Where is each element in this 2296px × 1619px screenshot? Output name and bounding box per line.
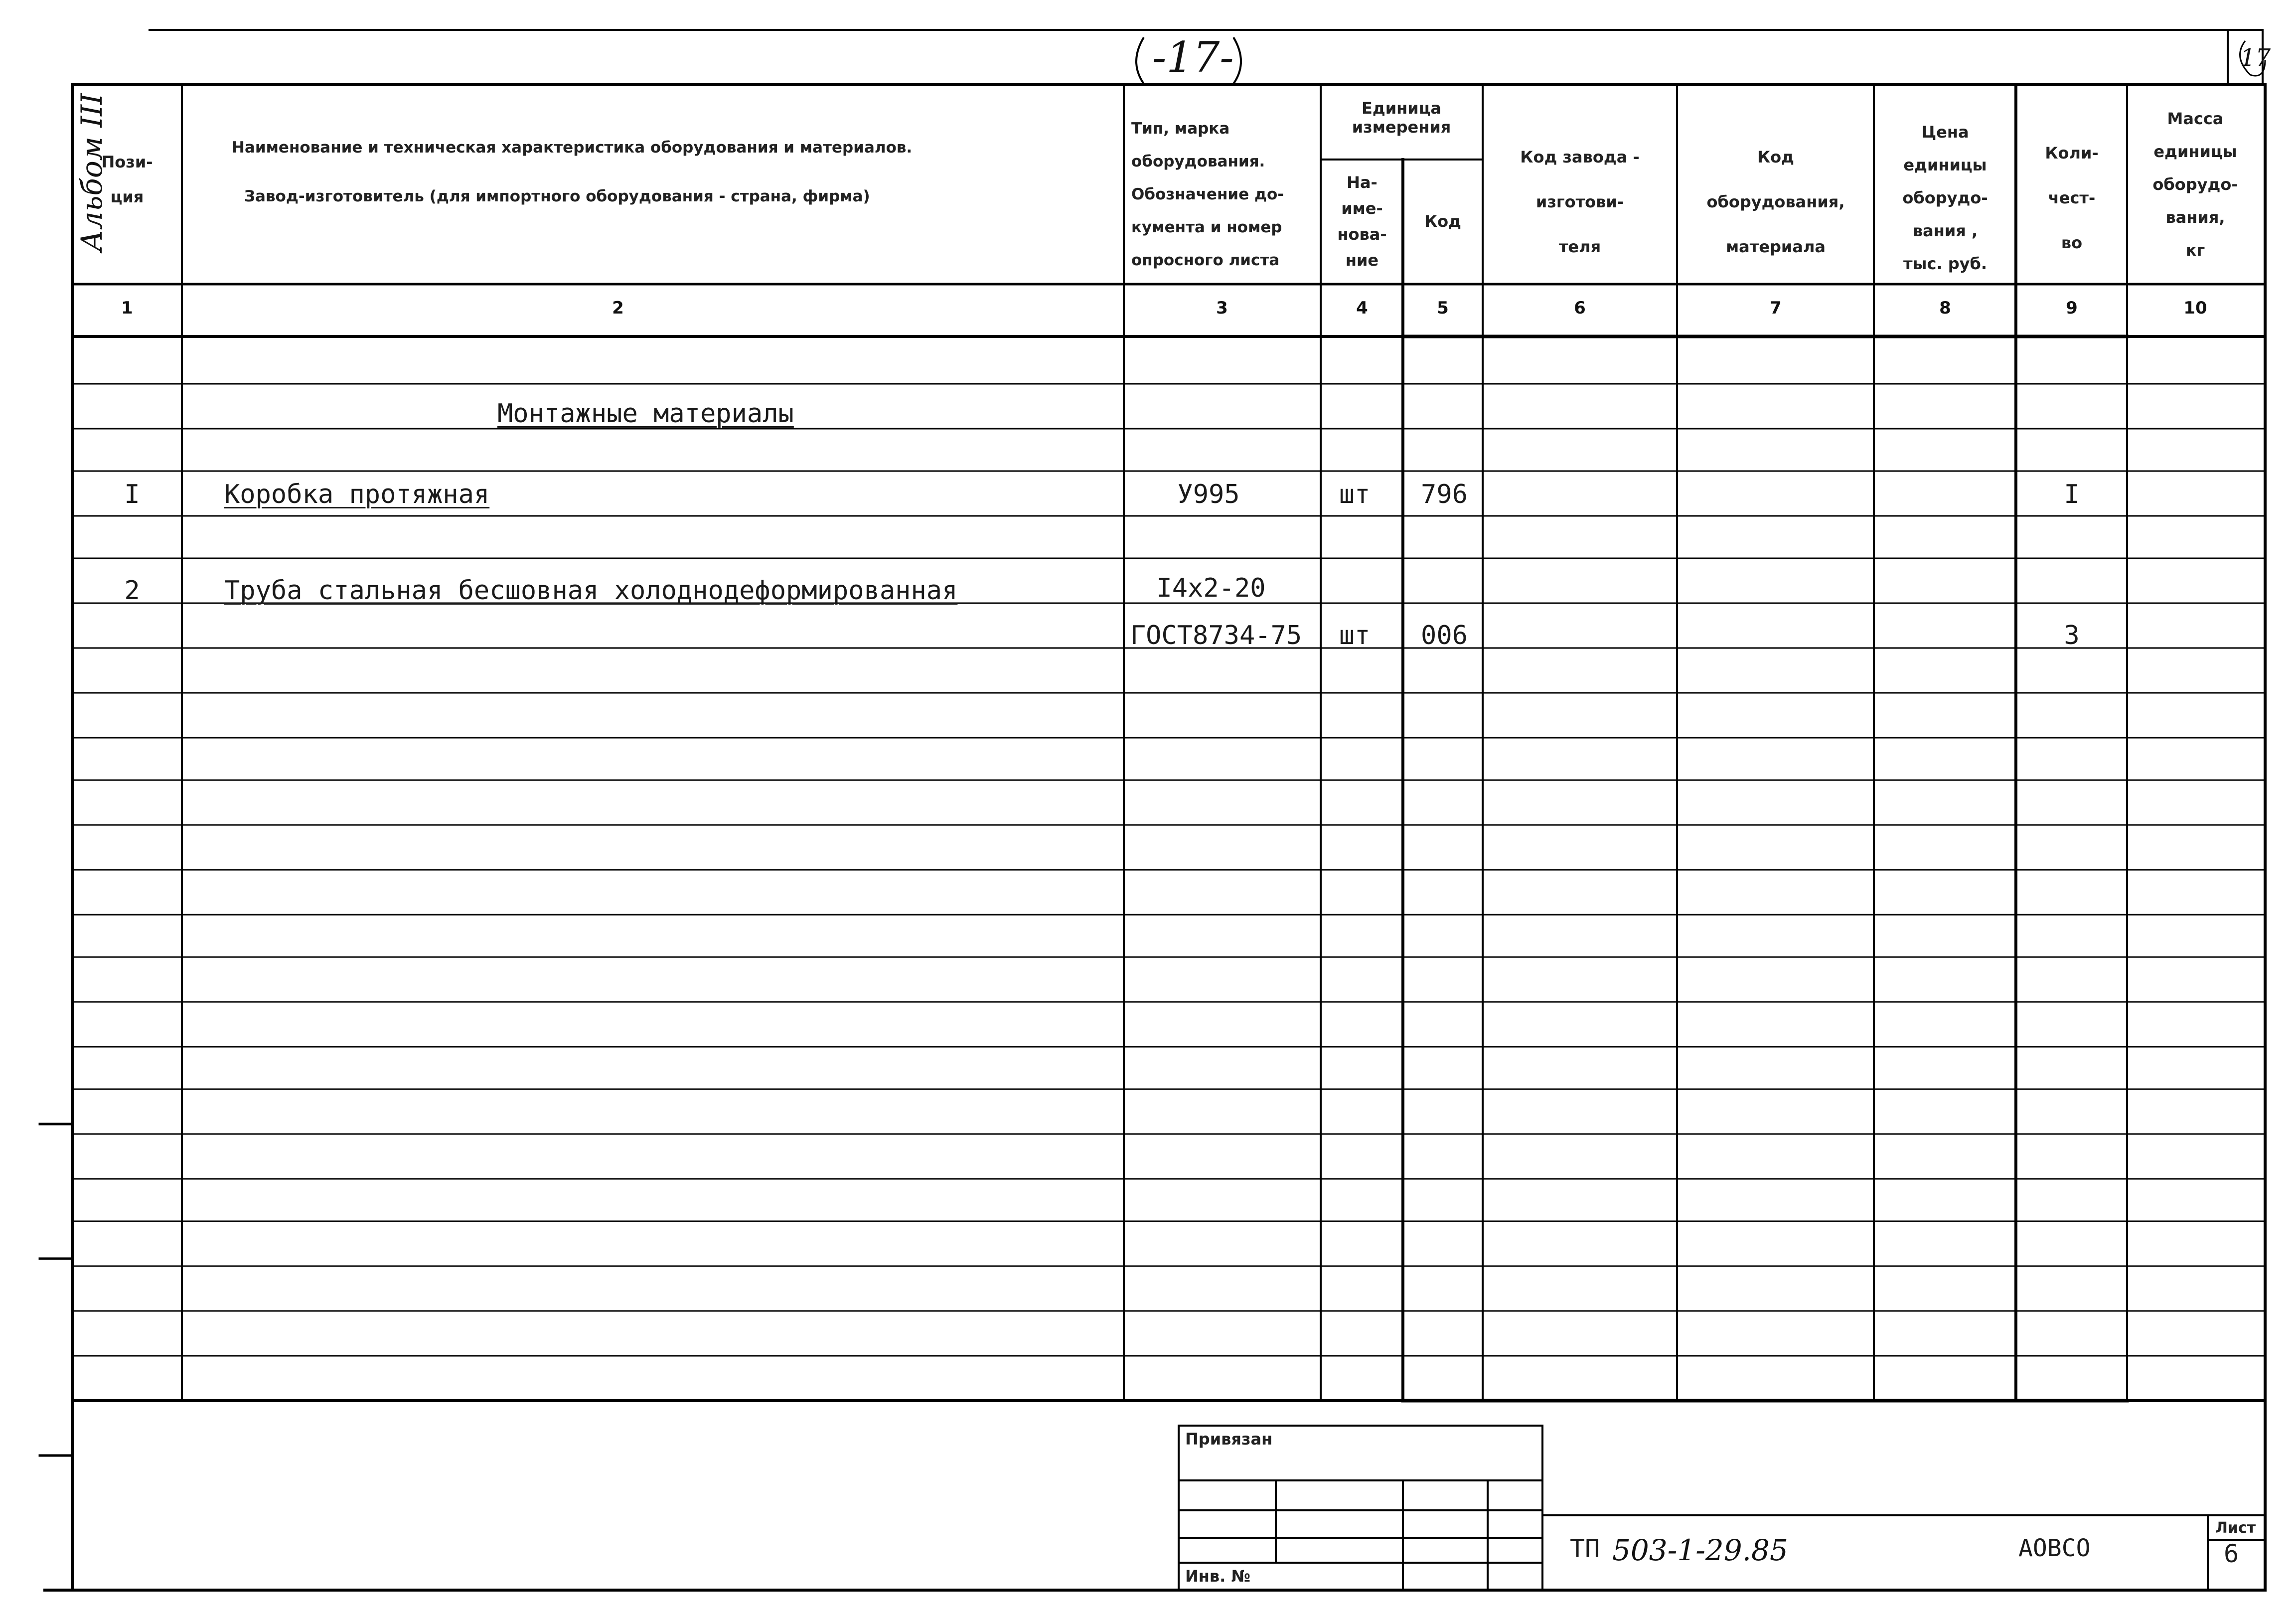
column-number: 8 <box>1939 298 1951 318</box>
album-side-label: Альбом III <box>75 93 109 252</box>
column-number: 4 <box>1356 298 1368 318</box>
row-1-unit: шт <box>1339 480 1371 509</box>
header-factory-code: Код завода - изготови- теля <box>1520 148 1640 256</box>
header-price: Цена единицы оборудо- вания , тыс. руб. <box>1902 123 1988 273</box>
row-2-code: 006 <box>1421 621 1468 650</box>
stamp-designation: 503-1-29.85 <box>1612 1533 1788 1567</box>
stamp-sheet-label: Лист <box>2215 1519 2256 1537</box>
header-equipment-code: Код оборудования, материала <box>1706 148 1845 256</box>
header-type: Тип, марка оборудования. Обозначение до- кумента и номер опросного листа <box>1131 120 1284 269</box>
row-2-type: I4x2-20 <box>1156 573 1266 603</box>
row-1-name: Коробка протяжная <box>224 480 490 509</box>
stamp-linked-label: Привязан <box>1185 1430 1273 1449</box>
column-number: 3 <box>1216 298 1228 318</box>
row-1-type: У995 <box>1177 480 1240 509</box>
row-2-standard: ГОСТ8734-75 <box>1130 621 1302 650</box>
section-title: Монтажные материалы <box>497 399 794 429</box>
header-unit-name: На- име- нова- ние <box>1337 173 1387 270</box>
column-number: 9 <box>2066 298 2078 318</box>
header-position: Пози- ция <box>101 153 153 206</box>
header-mass: Масса единицы оборудо- вания, кг <box>2152 109 2238 260</box>
column-number: 5 <box>1437 298 1449 318</box>
row-1-position: I <box>124 480 140 509</box>
stamp-designation-prefix: ТП <box>1570 1534 1600 1563</box>
header-quantity: Коли- чест- во <box>2045 144 2099 252</box>
corner-mark: 17 <box>2240 44 2271 72</box>
column-number: 10 <box>2183 298 2207 318</box>
stamp-inventory-label: Инв. № <box>1185 1567 1250 1586</box>
column-number: 2 <box>612 298 624 318</box>
column-number: 6 <box>1574 298 1586 318</box>
row-1-code: 796 <box>1421 480 1468 509</box>
row-2-name: Труба стальная бесшовная холоднодеформированная <box>224 576 958 606</box>
header-unit-code: Код <box>1424 212 1461 231</box>
column-number: 1 <box>121 298 133 318</box>
page-number: -17- <box>1152 33 1234 82</box>
row-2-quantity: 3 <box>2064 621 2080 650</box>
row-2-unit: шт <box>1339 621 1371 650</box>
header-unit-group: Единица измерения <box>1352 99 1451 137</box>
stamp-album-code: АОВСО <box>2018 1534 2091 1562</box>
stamp-sheet-number: 6 <box>2224 1539 2239 1568</box>
row-1-quantity: I <box>2064 480 2080 509</box>
drawing-sheet: -17- 17 Альбом III Пози- ция Наименование и техническая характеристика оборудования и материалов. Завод-изготовитель (для импортного оборудования - страна, фирма) Тип, марка оборудования. Обозначение до- кумента и номер опросного листа Единица измерения На- име- нова- ние Код Код завода - изготови- теля Код оборудования, материала Цена единицы оборудо- вания , тыс. руб. Коли- чест- во Масса единицы оборудо- вания, кг 1 2 3 4 5 6 7 8 9 10 Монтажные материалы I Коробка протяжная У995 шт 796 I 2 Труба стальная бесшовная холоднодеформированная I4x2-20 ГОСТ8734-75 шт 006 3 Привязан Инв. № ТП 503-1-29.85 АОВСО Лист 6 <box>0 0 2296 1619</box>
column-number: 7 <box>1770 298 1782 318</box>
row-2-position: 2 <box>124 576 140 606</box>
